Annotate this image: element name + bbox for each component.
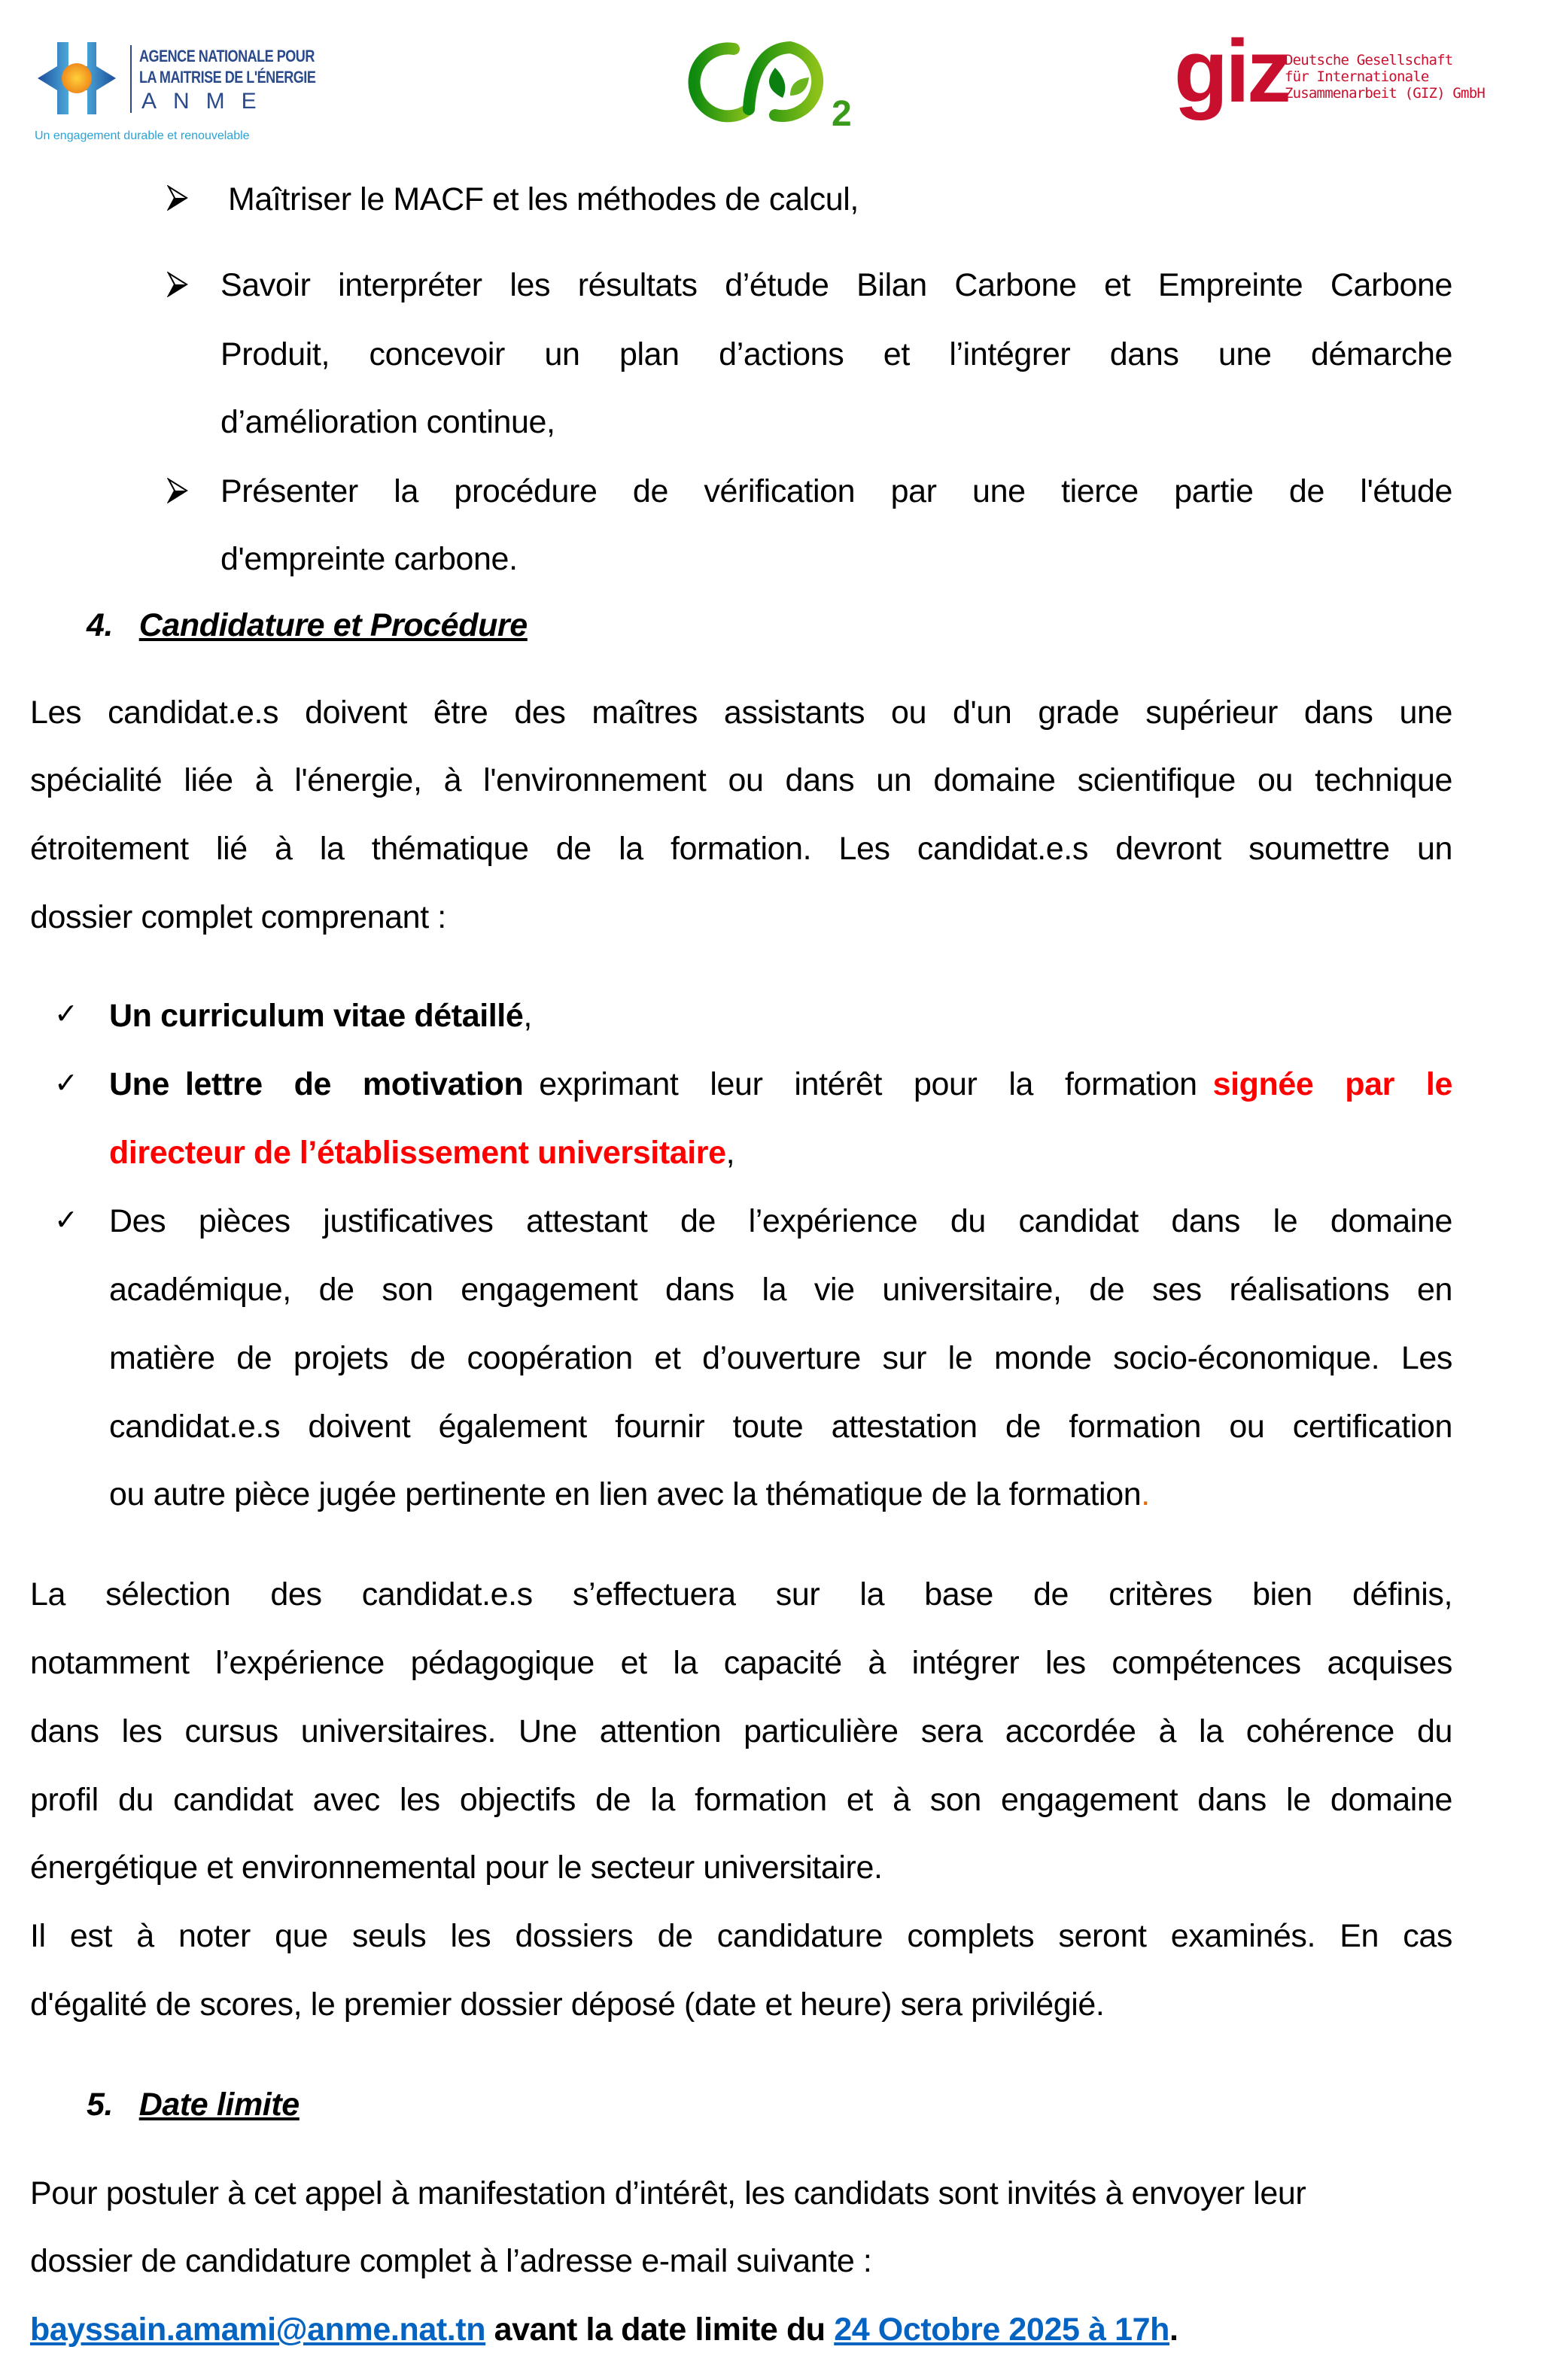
section-4-title: Candidature et Procédure [138, 607, 528, 643]
anme-line1: AGENCE NATIONALE POUR [139, 47, 315, 65]
deadline-date-link[interactable]: 24 Octobre 2025 à 17h [834, 2312, 1169, 2348]
email-link[interactable]: bayssain.amami@anme.nat.tn [30, 2312, 486, 2348]
objective-1: Maîtriser le MACF et les méthodes de calcul, [228, 181, 859, 217]
objective-3-line2: d'empreinte carbone. [220, 541, 518, 577]
objective-3-line1: Présenter la procédure de vérification par une tierce partie de l'étude [220, 473, 1452, 509]
requirement-docs-line3: matière de projets de coopération et d’ouverture sur le monde socio-économique. Les [109, 1340, 1452, 1376]
requirement-letter-line2: directeur de l’établissement universitaire, [109, 1135, 735, 1171]
objective-2-line2: Produit, concevoir un plan d’actions et l’intégrer dans une démarche [220, 336, 1452, 372]
selection-line4: profil du candidat avec les objectifs de la formation et à son engagement dans le domaine [30, 1782, 1452, 1818]
giz-line3: Zusammenarbeit (GIZ) GmbH [1285, 85, 1485, 102]
objective-2-line3: d’amélioration continue, [220, 404, 555, 440]
requirement-letter-line1: Une lettre de motivation exprimant leur intérêt pour la formation signée par le [109, 1066, 1452, 1102]
section-5-heading [87, 2087, 300, 2122]
co2-logo [677, 41, 873, 132]
requirement-docs-line4: candidat.e.s doivent également fournir toute attestation de formation ou certification [109, 1409, 1452, 1445]
check-icon: ✓ [54, 999, 78, 1030]
anme-logo [30, 36, 316, 149]
divider [130, 45, 132, 113]
check-icon: ✓ [54, 1205, 78, 1236]
intro-line2: spécialité liée à l'énergie, à l'environnement ou dans un domaine scientifique ou technique [30, 762, 1452, 798]
requirement-cv: Un curriculum vitae détaillé, [109, 998, 532, 1034]
section-4-number: 4. [87, 607, 114, 643]
requirement-docs-line5: ou autre pièce jugée pertinente en lien avec la thématique de la formation. [109, 1476, 1150, 1512]
giz-wordmark: giz [1174, 22, 1288, 121]
co2-leaf-icon [677, 41, 873, 132]
note-line1: Il est à noter que seuls les dossiers de candidature complets seront examinés. En cas [30, 1918, 1452, 1954]
note-line2: d'égalité de scores, le premier dossier déposé (date et heure) sera privilégié. [30, 1986, 1105, 2023]
intro-line1: Les candidat.e.s doivent être des maîtres assistants ou d'un grade supérieur dans une [30, 695, 1452, 731]
deadline-line3: bayssain.amami@anme.nat.tn avant la date limite du 24 Octobre 2025 à 17h. [30, 2312, 1178, 2348]
section-5-number: 5. [87, 2087, 114, 2123]
section-5-title: Date limite [138, 2087, 300, 2123]
intro-line4: dossier complet comprenant : [30, 899, 446, 935]
selection-line5: énergétique et environnemental pour le secteur universitaire. [30, 1850, 883, 1886]
selection-line1: La sélection des candidat.e.s s’effectuera sur la base de critères bien définis, [30, 1576, 1452, 1613]
arrow-bullet-icon [167, 185, 188, 211]
arrow-bullet-icon [167, 478, 188, 503]
giz-line2: für Internationale [1285, 68, 1429, 85]
svg-text:2: 2 [832, 94, 852, 132]
anme-acronym: ANME [141, 89, 273, 114]
requirement-docs-line1: Des pièces justificatives attestant de l’expérience du candidat dans le domaine [109, 1203, 1452, 1239]
section-4-heading [87, 608, 528, 643]
selection-line3: dans les cursus universitaires. Une attention particulière sera accordée à la cohérence du [30, 1713, 1452, 1749]
arrow-bullet-icon [167, 272, 188, 297]
anme-tagline: Un engagement durable et renouvelable [35, 129, 250, 142]
deadline-line1: Pour postuler à cet appel à manifestation d’intérêt, les candidats sont invités à envoyer leur [30, 2175, 1306, 2211]
giz-logo [1174, 22, 1520, 128]
anme-line2: LA MAITRISE DE L'ÉNERGIE [139, 68, 316, 87]
anme-emblem-icon [35, 36, 119, 120]
objective-2-line1: Savoir interpréter les résultats d’étude Bilan Carbone et Empreinte Carbone [220, 267, 1452, 303]
intro-line3: étroitement lié à la thématique de la formation. Les candidat.e.s devront soumettre un [30, 831, 1452, 867]
deadline-line2: dossier de candidature complet à l’adresse e-mail suivante : [30, 2243, 872, 2279]
check-icon: ✓ [54, 1068, 78, 1099]
requirement-docs-line2: académique, de son engagement dans la vie universitaire, de ses réalisations en [109, 1272, 1452, 1308]
giz-line1: Deutsche Gesellschaft [1285, 52, 1453, 68]
selection-line2: notamment l’expérience pédagogique et la capacité à intégrer les compétences acquises [30, 1645, 1452, 1681]
